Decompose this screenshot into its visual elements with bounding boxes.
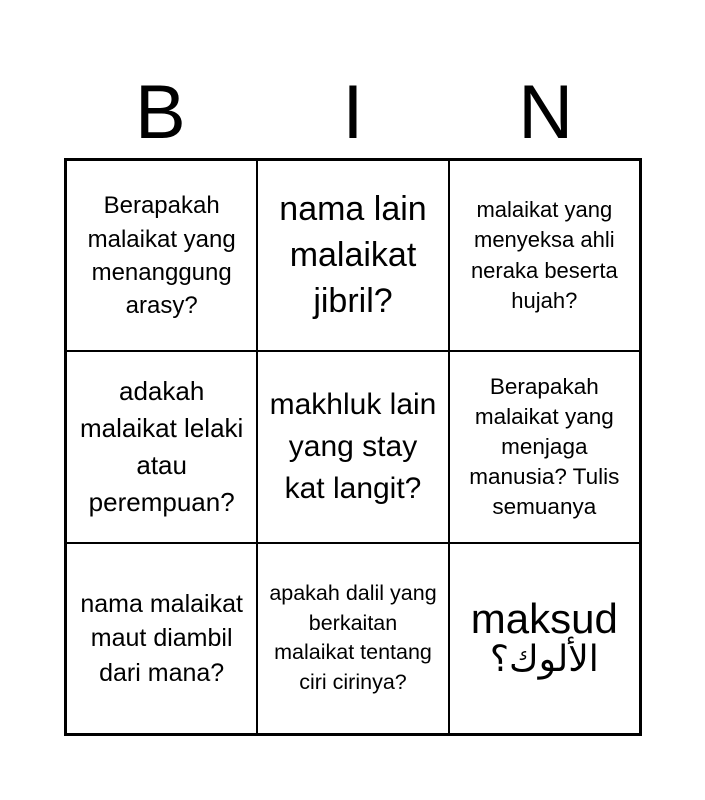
cell-text: Berapakah malaikat yang menanggung arasy? [87, 192, 236, 319]
cell-text: nama malaikat maut diambil dari mana? [80, 589, 243, 687]
cell-text: adakah malaikat lelaki atau perempuan? [80, 376, 244, 517]
cell-arabic-text: الألوك؟ [489, 639, 599, 681]
cell-text: maksud [470, 595, 618, 643]
bingo-cell-7[interactable] [66, 543, 257, 734]
bingo-header [64, 68, 642, 158]
bingo-cell-9[interactable] [449, 543, 640, 734]
cell-text: makhluk lain yang stay kat langit? [269, 387, 437, 505]
bingo-cell-1[interactable] [66, 160, 257, 351]
bingo-cell-2[interactable] [257, 160, 448, 351]
bingo-cell-6[interactable] [449, 351, 640, 542]
header-letter-b: B [134, 70, 186, 155]
bingo-cell-5[interactable] [257, 351, 448, 542]
header-letter-n: N [518, 70, 574, 155]
bingo-cell-4[interactable] [66, 351, 257, 542]
bingo-cell-3[interactable] [449, 160, 640, 351]
cell-text: apakah dalil yang berkaitan malaikat tentang ciri cirinya? [269, 581, 437, 694]
bingo-cell-8[interactable] [257, 543, 448, 734]
cell-content [471, 597, 618, 679]
header-letter-i: I [342, 70, 364, 155]
cell-text: malaikat yang menyeksa ahli neraka beserta hujah? [470, 196, 618, 314]
cell-text: nama lain malaikat jibril? [279, 189, 427, 320]
bingo-grid [64, 158, 642, 736]
cell-text: Berapakah malaikat yang menjaga manusia? Tulis semuanya [469, 374, 620, 519]
